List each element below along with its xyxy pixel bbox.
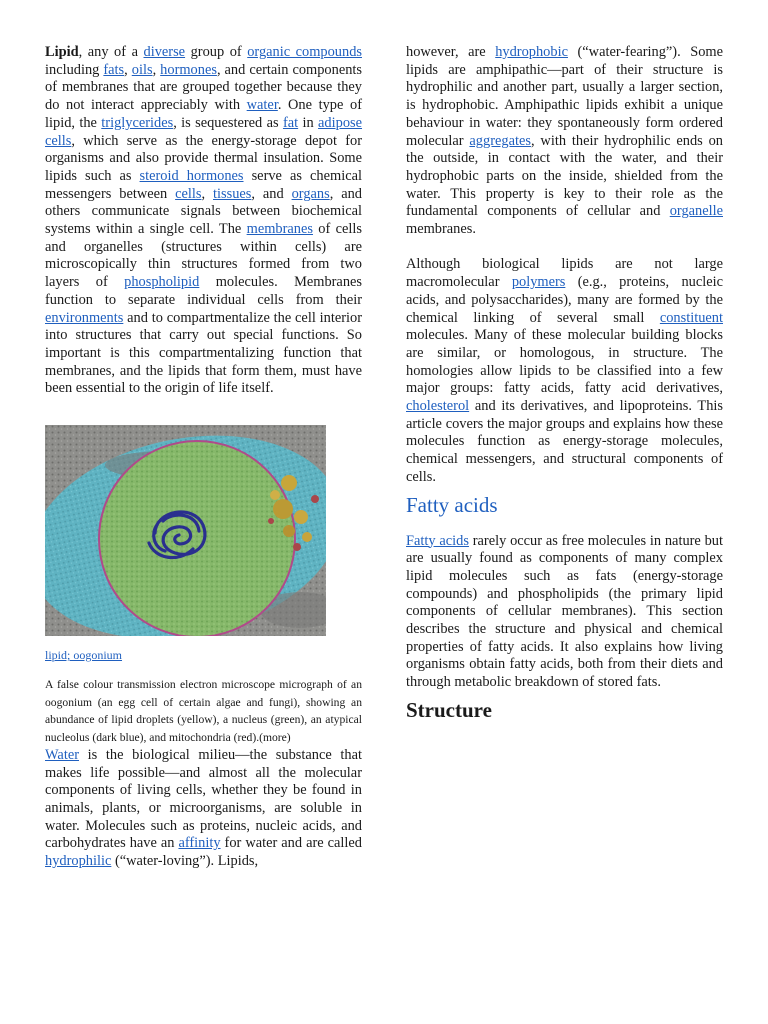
text-run: ,: [201, 185, 213, 202]
inline-link[interactable]: triglycerides: [101, 114, 174, 131]
inline-link[interactable]: oils: [131, 61, 153, 78]
inline-link[interactable]: hormones: [160, 61, 217, 78]
text-run: (e.g., proteins, nucleic acids, and polysaccharides), many are formed by the chemical linking of several small: [406, 274, 723, 326]
text-run: molecules. Membranes function to separate individual cells from their: [45, 274, 362, 308]
inline-link[interactable]: organs: [291, 185, 330, 202]
inline-link[interactable]: cells: [175, 185, 202, 202]
text-run: and to compartmentalize the cell interior into structures that carry out special functions. So important is this compartmentalizing function that membranes, and the lipids that form them, must have been essential to the origin of life itself.: [45, 309, 362, 397]
text-run: including: [45, 61, 104, 78]
inline-link[interactable]: aggregates: [469, 132, 531, 149]
inline-link[interactable]: Fatty acids: [406, 532, 469, 549]
fatty-acids-paragraph: [406, 533, 723, 692]
text-run: , and certain components of membranes that are grouped together because they do not interact appreciably with: [45, 61, 363, 114]
intro-paragraph: [45, 44, 362, 398]
inline-link[interactable]: membranes: [246, 221, 313, 238]
text-run: , and: [251, 185, 292, 202]
inline-link[interactable]: adipose cells: [45, 114, 363, 149]
text-run: , with their hydrophilic ends on the outside, in contact with the water, and their hydrophobic parts on the inside, shielded from the water. This property is key to their role as the fundamental components of cellular and: [406, 132, 724, 220]
text-run: (“water-fearing”). Some lipids are amphipathic—part of their structure is hydrophilic and another part, usually a larger section, is hydrophobic. Amphipathic lipids exhibit a unique behaviour in water: they spontaneously form ordered molecular: [406, 44, 723, 149]
inline-link[interactable]: environments: [45, 309, 124, 326]
inline-link[interactable]: cholesterol: [406, 398, 470, 415]
inline-link[interactable]: polymers: [511, 274, 566, 291]
inline-link[interactable]: fats: [103, 61, 125, 78]
text-run: Although biological lipids are not large macromolecular: [406, 256, 723, 291]
bold-term: Lipid: [45, 44, 79, 60]
inline-link[interactable]: Water: [45, 746, 79, 763]
inline-link[interactable]: organelle: [669, 203, 723, 220]
inline-link[interactable]: affinity: [178, 835, 221, 852]
inline-link[interactable]: diverse: [143, 44, 186, 60]
figure-caption: A false colour transmission electron microscope micrograph of an oogonium (an egg cell of certain algae and fungi), showing an abundance of lipid droplets (yellow), a nucleus (green), an atypical nucleolus (dark blue), and mitochondria (red).(more): [45, 678, 362, 745]
figure-link[interactable]: lipid; oogonium: [45, 648, 123, 663]
oogonium-micrograph[interactable]: [45, 425, 326, 636]
hydrophobic-paragraph: [406, 44, 723, 239]
text-run: , any of a: [78, 44, 144, 60]
inline-link[interactable]: organic compounds: [247, 44, 362, 60]
inline-link[interactable]: constituent: [659, 309, 723, 326]
text-run: ,: [152, 61, 161, 78]
inline-link[interactable]: water: [246, 97, 278, 114]
inline-link[interactable]: hydrophobic: [495, 44, 568, 60]
text-run: group of: [185, 44, 248, 60]
inline-link[interactable]: tissues: [213, 185, 252, 202]
text-run: in: [298, 114, 319, 131]
text-run: serve as chemical messengers between: [45, 167, 362, 202]
right-column: [406, 44, 723, 722]
text-run: , is sequestered as: [173, 114, 283, 131]
text-run: rarely occur as free molecules in nature but are usually found as components of many complex lipid molecules such as fats (energy-storage compounds) and phospholipids (the primary lipid components of cellular membranes). This section describes the structure and physical and chemical properties of fatty acids. It also explains how living organisms obtain fatty acids, both from their diets and through metabolic breakdown of stored fats.: [406, 532, 723, 691]
classification-paragraph: [406, 256, 723, 486]
water-paragraph: [45, 747, 362, 871]
left-column: [45, 44, 362, 871]
inline-link[interactable]: fat: [282, 114, 299, 131]
text-run: , which serve as the energy-storage depot for organisms and also provide thermal insulation. Some lipids such as: [45, 132, 362, 184]
text-run: for water and are called: [220, 835, 362, 852]
text-run: however, are: [406, 44, 496, 60]
text-run: is the biological milieu—the substance that makes life possible—and almost all the molecular components of living cells, whether they be found in animals, plants, or microorganisms, are soluble in water. Molecules such as proteins, nucleic acids, and carbohydrates have an: [45, 746, 362, 852]
text-run: ,: [124, 61, 132, 78]
text-run: of cells and organelles (structures within cells) are microscopically thin structures formed from two layers of: [45, 221, 362, 291]
text-run: , and others communicate signals between biochemical systems within a single cell. The: [45, 185, 362, 238]
text-run: . One type of lipid, the: [45, 97, 362, 131]
inline-link[interactable]: steroid hormones: [139, 167, 244, 184]
text-run: (“water-loving”). Lipids,: [111, 853, 259, 870]
micrograph-image: [45, 425, 326, 636]
text-run: and its derivatives, and lipoproteins. This article covers the major groups and explains how these molecules function as energy-storage molecules, chemical messengers, and structural components of cells.: [406, 398, 723, 485]
inline-link[interactable]: phospholipid: [124, 274, 200, 291]
text-run: membranes.: [406, 221, 476, 238]
text-run: molecules. Many of these molecular building blocks are similar, or homologous, in structure. The homologies allow lipids to be classified into a few major groups: fatty acids, fatty acid derivatives,: [406, 327, 723, 397]
inline-link[interactable]: hydrophilic: [45, 853, 112, 870]
heading-fatty-acids[interactable]: Fatty acids: [406, 492, 498, 517]
heading-structure: Structure: [406, 697, 492, 722]
